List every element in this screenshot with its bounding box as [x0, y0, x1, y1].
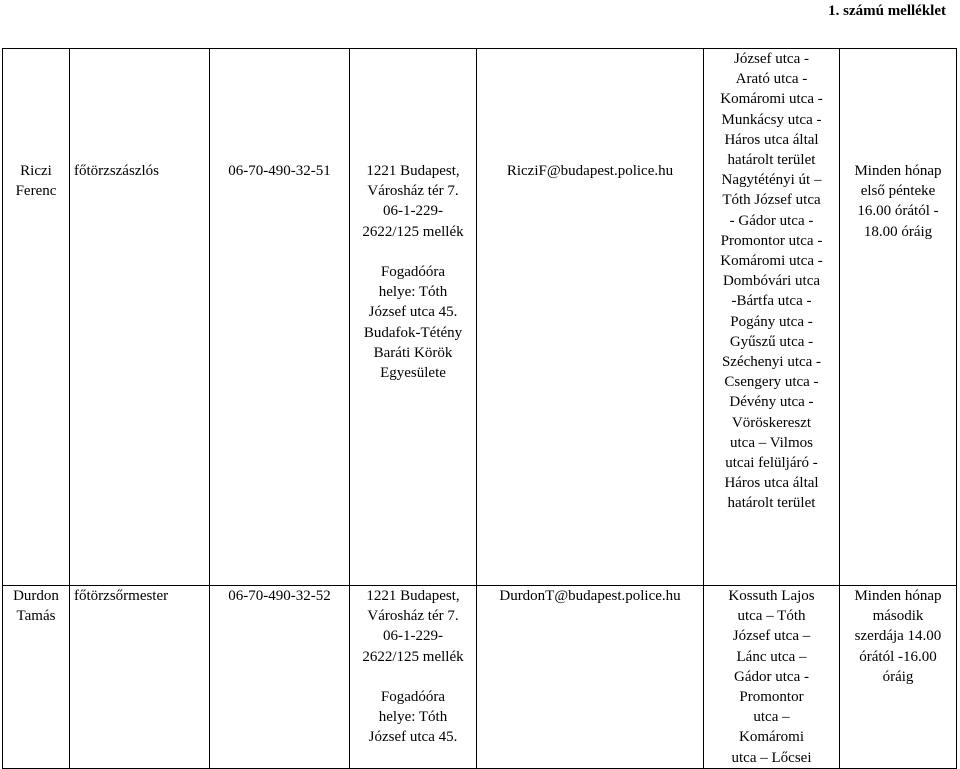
office-hours: Minden hónap első pénteke 16.00 órától - 18.00 óráig — [840, 49, 957, 586]
officer-address: 1221 Budapest, Városház tér 7. 06-1-229- 2622/125 mellék Fogadóóra helye: Tóth József utca 45. — [350, 586, 477, 769]
officer-rank: főtörzsőrmester — [70, 586, 210, 769]
officer-name: Durdon Tamás — [3, 586, 70, 769]
officer-phone: 06-70-490-32-51 — [210, 49, 350, 586]
officer-email[interactable]: DurdonT@budapest.police.hu — [477, 586, 704, 769]
contact-table — [2, 48, 957, 769]
annex-label: 1. számú melléklet — [828, 3, 946, 19]
officer-rank: főtörzszászlós — [70, 49, 210, 586]
patrol-area: Kossuth Lajos utca – Tóth József utca – Lánc utca – Gádor utca - Promontor utca – Komáromi utca – Lőcsei — [704, 586, 840, 769]
office-hours: Minden hónap második szerdája 14.00 órától -16.00 óráig — [840, 586, 957, 769]
officer-email[interactable]: RicziF@budapest.police.hu — [477, 49, 704, 586]
table-row — [3, 586, 957, 769]
officer-address: 1221 Budapest, Városház tér 7. 06-1-229- 2622/125 mellék Fogadóóra helye: Tóth József utca 45. Budafok-Tétény Baráti Körök Egyesülete — [350, 49, 477, 586]
patrol-area: József utca - Arató utca - Komáromi utca - Munkácsy utca - Háros utca által határolt terület Nagytétényi út – Tóth József utca - Gádor utca - Promontor utca - Komáromi utca - Dombóvári utca -Bártfa utca - Pogány utca - Gyűszű utca - Széchenyi utca - Csengery utca - Dévény utca - Vöröskereszt utca – Vilmos utcai felüljáró - Háros utca által határolt terület — [704, 49, 840, 586]
officer-phone: 06-70-490-32-52 — [210, 586, 350, 769]
officer-name: Riczi Ferenc — [3, 49, 70, 586]
table-row — [3, 49, 957, 586]
